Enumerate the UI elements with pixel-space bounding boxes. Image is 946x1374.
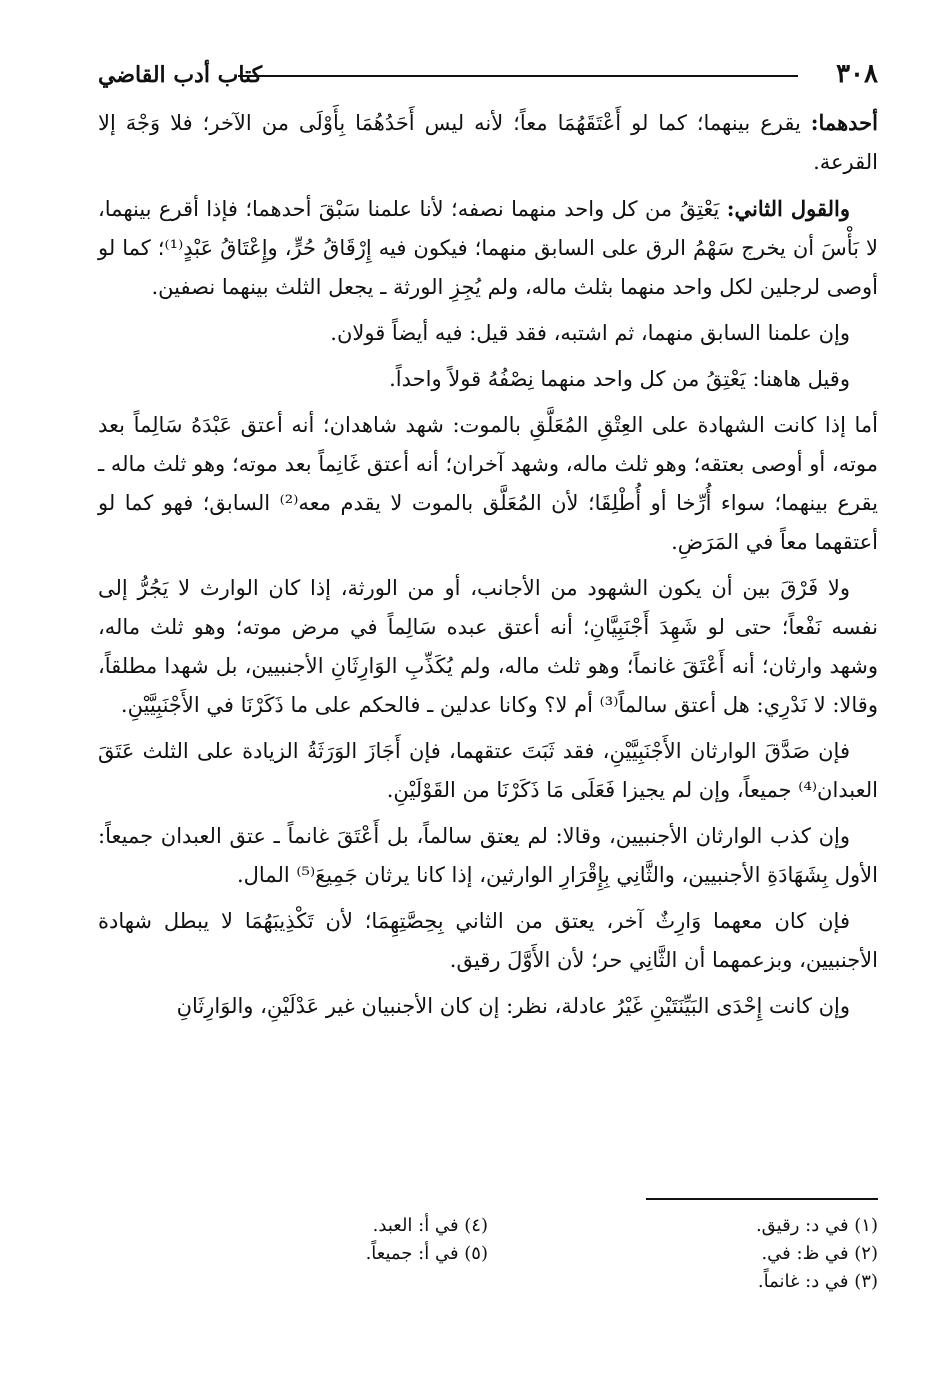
paragraph-text: يقرع بينهما؛ كما لو أَعْتَقَهُمَا معاً؛ لأنه ليس أَحَدُهُمَا بِأَوْلَى من الآخر؛ فلا وَجْهَ إلا القرعة. xyxy=(98,111,878,174)
paragraph-6: ولا فَرْقَ بين أن يكون الشهود من الأجانب، أو من الورثة، إذا كان الوارث لا يَجُرُّ إلى نفسه نَفْعاً؛ حتى لو شَهِدَ أَجْنَبِيَّانِ؛ أنه أعتق عبده سَالِماً في مرض موته؛ وهو ثلث ماله، وشهد وارثان؛ أنه أَعْتَقَ غانماً؛ وهو ثلث ماله، ولم يُكَذِّبِ الوَارِثَانِ الأجنبيين، بل شهدا مطلقاً، وقالا: لا نَدْرِي: هل أعتق سالماً⁽³⁾ أم لا؟ وكانا عدلين ـ فالحكم على ما ذَكَرْنَا في الأَجْنَبِيَّيْنِ. xyxy=(98,576,878,717)
page-header xyxy=(98,58,878,98)
footnote-5: (٥) في أ: جميعاً. xyxy=(365,1243,488,1264)
footnote-2: (٢) في ظ: في. xyxy=(761,1243,878,1264)
footnote-3: (٣) في د: غانماً. xyxy=(757,1271,878,1292)
footnote-divider xyxy=(646,1198,878,1200)
paragraph-2 xyxy=(98,189,878,307)
footnote-column-right xyxy=(578,1212,878,1296)
header-divider xyxy=(238,75,798,77)
paragraph-4: وقيل هاهنا: يَعْتِقُ من كل واحد منهما نِصْفُهُ قولاً واحداً. xyxy=(389,367,850,391)
paragraph-7: فإن صَدَّقَ الوارثان الأَجْنَبِيَّيْنِ، فقد ثَبَتَ عتقهما، فإن أَجَازَ الوَرَثَةُ الزيادة على الثلث عَتَقَ العبدان⁽⁴⁾ جميعاً، وإن لم يجيزا فَعَلَى مَا ذَكَرْنَا من القَوْلَيْنِ. xyxy=(98,739,878,802)
footnote-1: (١) في د: رقيق. xyxy=(755,1215,878,1236)
paragraph-10: وإن كانت إِحْدَى البَيِّنَتَيْنِ غَيْرُ عادلة، نظر: إن كان الأجنبيان غير عَدْلَيْنِ، والوَارِثَانِ xyxy=(176,994,850,1018)
page-number: ٣٠٨ xyxy=(836,59,878,89)
paragraph-lead: أحدهما: xyxy=(810,110,878,135)
paragraph-1 xyxy=(98,103,878,182)
paragraph-5: أما إذا كانت الشهادة على العِتْقِ المُعَلَّقِ بالموت: شهد شاهدان؛ أنه أعتق عَبْدَهُ سَالِماً بعد موته، أو أوصى بعتقه؛ وهو ثلث ماله، وشهد آخران؛ أنه أعتق غَانِماً بعد موته؛ وهو ثلث ماله ـ يقرع بينهما؛ سواء أُرِّخا أو أُطْلِقَا؛ لأن المُعَلَّق بالموت لا يقدم معه⁽²⁾ السابق؛ فهو كما لو أعتقهما معاً في المَرَضِ. xyxy=(98,413,878,554)
footnote-column-left xyxy=(188,1212,488,1268)
main-text xyxy=(98,103,878,1033)
paragraph-9: فإن كان معهما وَارِثٌ آخر، يعتق من الثاني بِحِصَّتِهِمَا؛ لأن تَكْذِيبَهُمَا لا يبطل شهادة الأجنبيين، وبزعمهما أن الثَّانِي حر؛ لأن الأَوَّلَ رقيق. xyxy=(98,909,878,972)
paragraph-3: وإن علمنا السابق منهما، ثم اشتبه، فقد قيل: فيه أيضاً قولان. xyxy=(330,321,850,345)
running-title: كتاب أدب القاضي xyxy=(98,62,263,88)
paragraph-8: وإن كذب الوارثان الأجنبيين، وقالا: لم يعتق سالماً، بل أَعْتَقَ غانماً ـ عتق العبدان جميعاً: الأول بِشَهَادَةِ الأجنبيين، والثَّانِي بِإِقْرَارِ الوارثين، إذا كانا يرثان جَمِيعَ⁽⁵⁾ المال. xyxy=(98,824,878,887)
paragraph-text: يَعْتِقُ من كل واحد منهما نصفه؛ لأنا علمنا سَبْقَ أحدهما؛ فإذا أقرع بينهما، لا بَأْسَ أن يخرج سَهْمُ الرق على السابق منهما؛ فيكون فيه إِرْقَاقُ حُرٍّ، وإِعْتَاقُ عَبْدٍ⁽¹⁾؛ كما لو أوصى لرجلين لكل واحد منهما بثلث ماله، ولم يُجِزِ الورثة ـ يجعل الثلث بينهما نصفين. xyxy=(98,197,878,299)
paragraph-lead: والقول الثاني: xyxy=(726,196,851,221)
footnote-4: (٤) في أ: العبد. xyxy=(372,1215,488,1236)
